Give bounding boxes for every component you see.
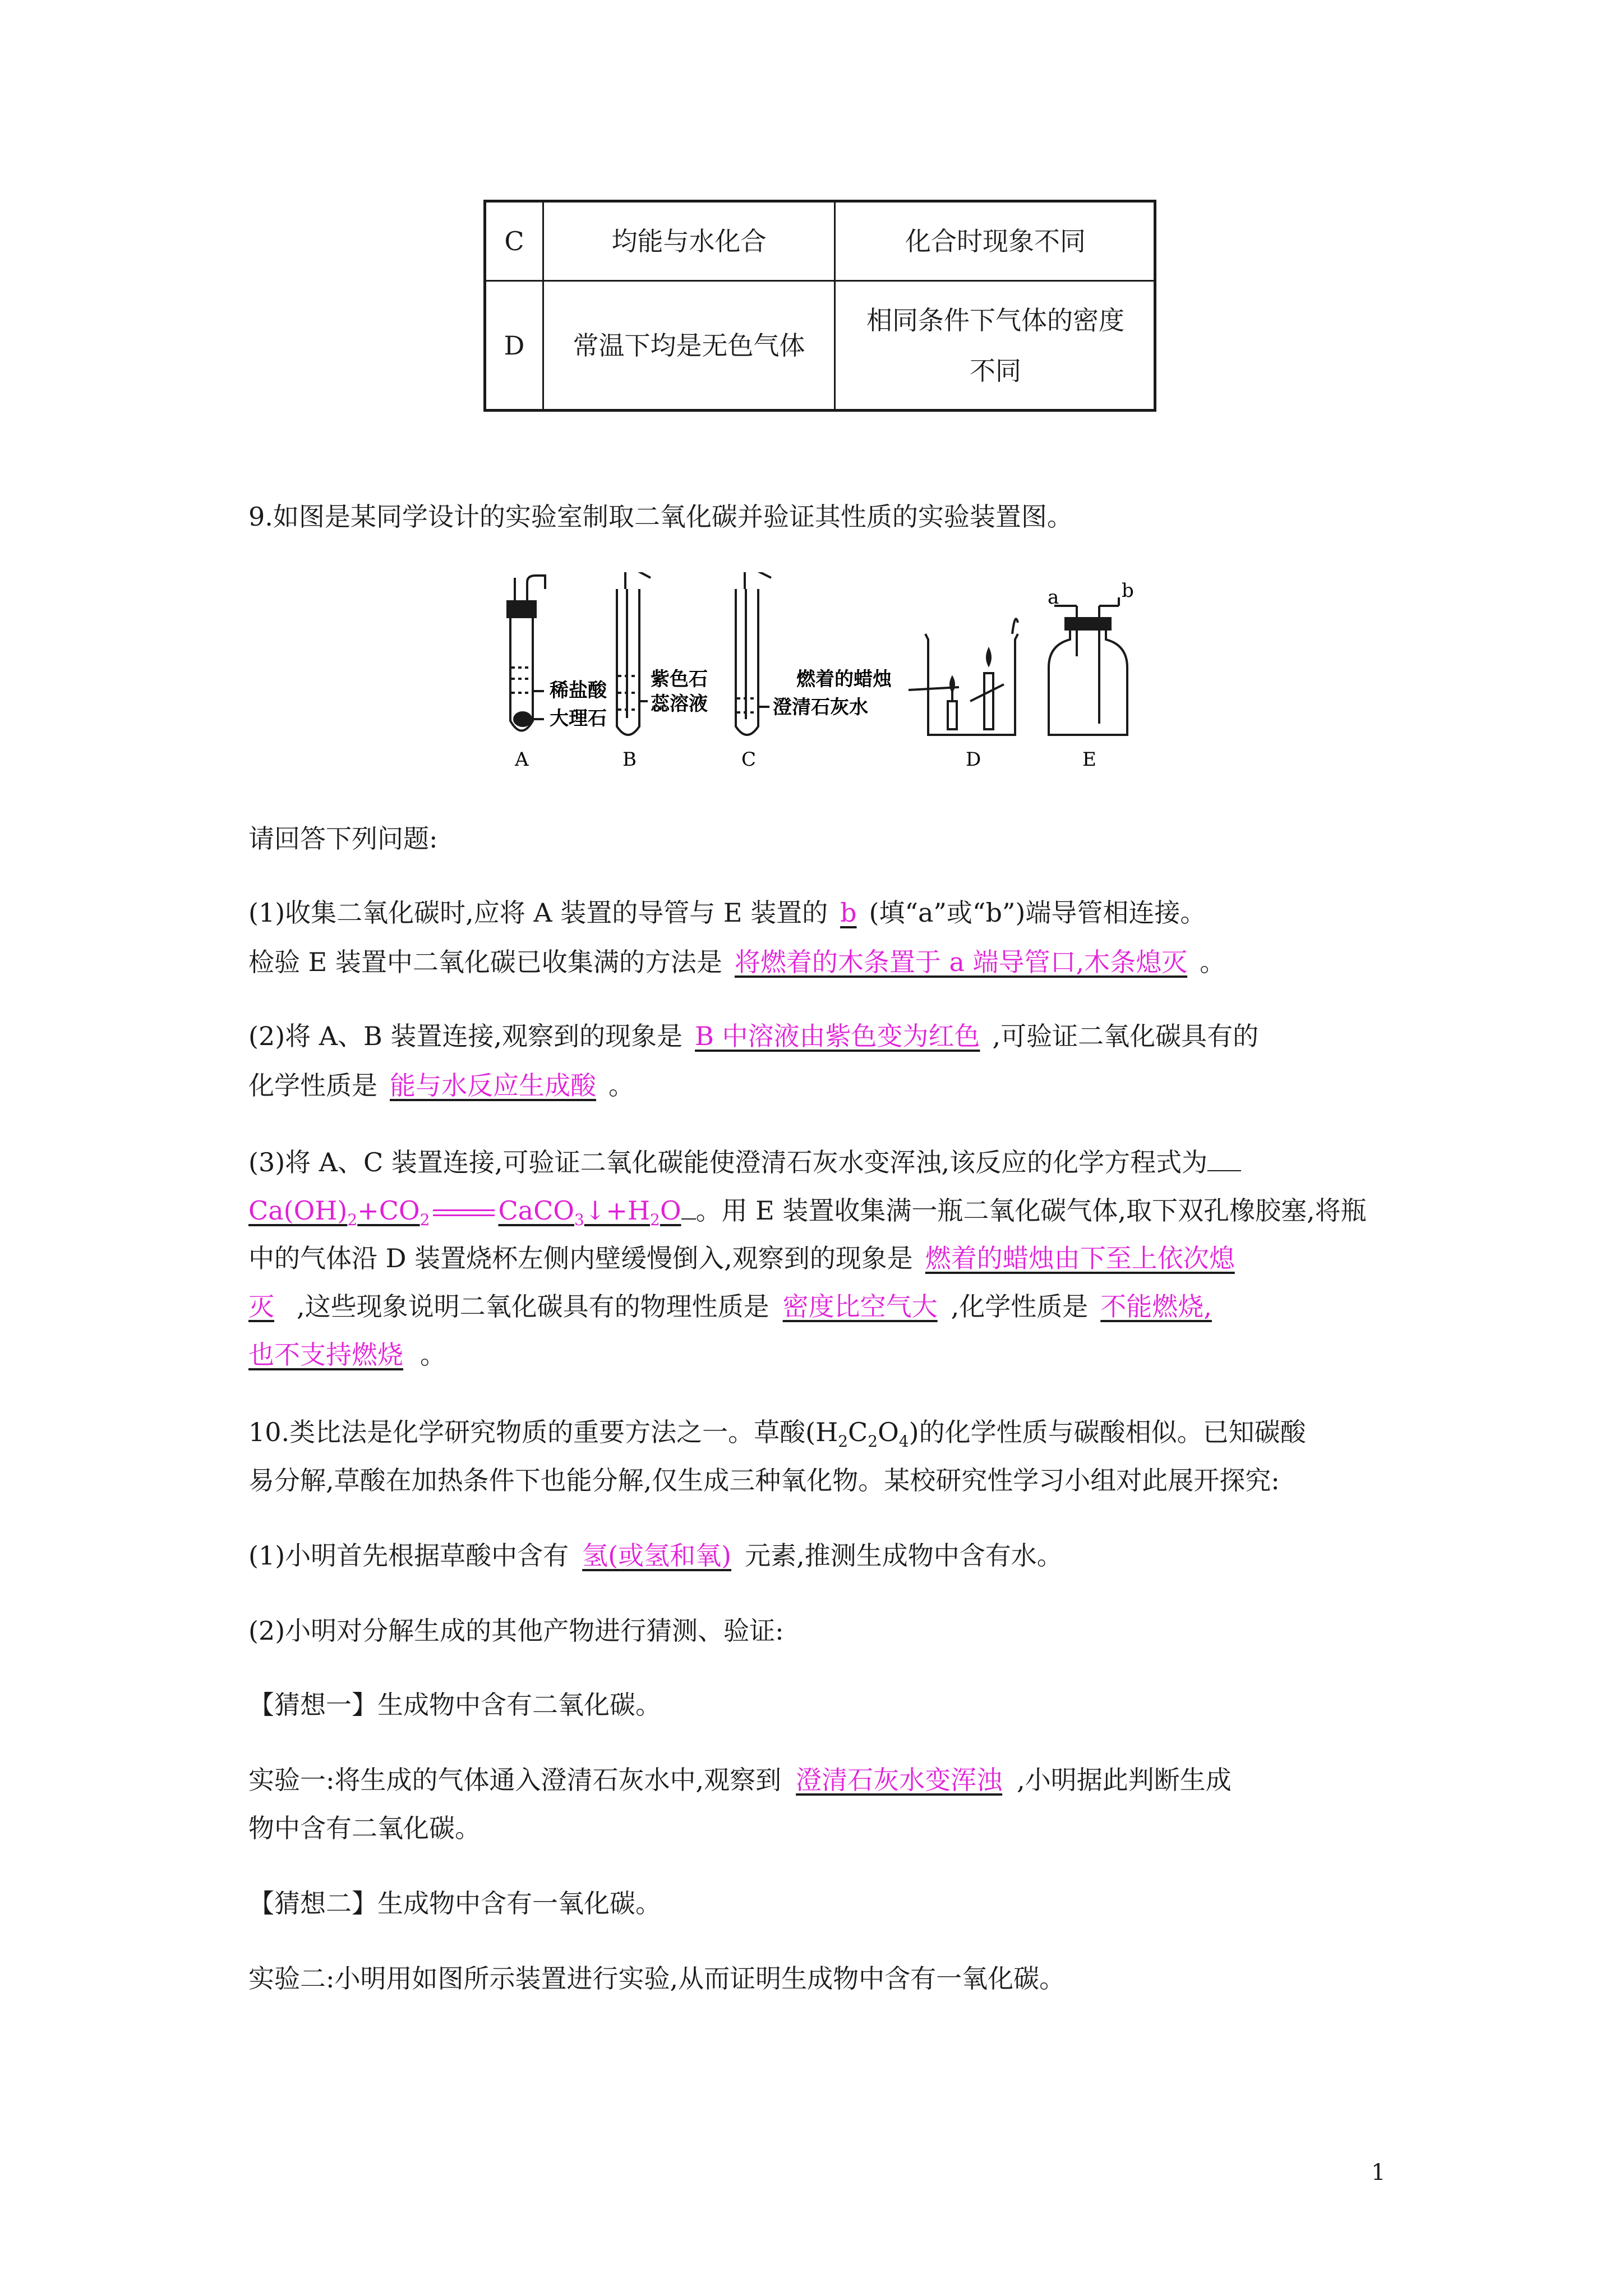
q10-exp1-line2: 物中含有二氧化碳。 xyxy=(248,1813,481,1843)
q9-part2-line2: 化学性质是 能与水反应生成酸 。 xyxy=(248,1070,634,1101)
answer-blank: 能与水反应生成酸 xyxy=(390,1070,596,1101)
q9-prompt: 请回答下列问题: xyxy=(248,823,438,854)
q10-line2: 易分解,草酸在加热条件下也能分解,仅生成三种氧化物。某校研究性学习小组对此展开探究: xyxy=(248,1465,1280,1496)
answer-blank: b xyxy=(840,898,857,928)
q10-exp1-line1: 实验一:将生成的气体通入澄清石灰水中,观察到 澄清石灰水变浑浊 ,小明据此判断生成 xyxy=(248,1765,1232,1795)
table-cell: 常温下均是无色气体 xyxy=(573,330,805,361)
answer-blank: 燃着的蜡烛由下至上依次熄 xyxy=(925,1243,1235,1273)
chemical-equation: $Ca(OH)_2+CO_2$ $CaCO_3↓+H_2O$ xyxy=(248,1195,681,1230)
answer-blank: 不能燃烧, xyxy=(1100,1291,1212,1322)
answer-blank: 灭 xyxy=(248,1291,274,1322)
q10-guess2: 【猜想二】生成物中含有一氧化碳。 xyxy=(248,1888,661,1918)
label-b: B xyxy=(623,748,637,771)
table-cell: 均能与水化合 xyxy=(611,226,767,256)
comparison-table xyxy=(483,200,1156,412)
answer-blank: 氢(或氢和氧) xyxy=(582,1540,732,1571)
answer-blank: 澄清石灰水变浑浊 xyxy=(796,1765,1003,1795)
label-limewater: 澄清石灰水 xyxy=(773,696,868,719)
label-e-a: a xyxy=(1048,586,1059,609)
label-litmus-1: 紫色石 xyxy=(651,668,708,691)
label-c: C xyxy=(741,748,757,771)
q9-title: 9.如图是某同学设计的实验室制取二氧化碳并验证其性质的实验装置图。 xyxy=(248,501,1073,532)
label-litmus-2: 蕊溶液 xyxy=(651,693,708,715)
bottle-e xyxy=(1049,597,1127,735)
tube-a xyxy=(508,576,545,731)
table-cell: D xyxy=(504,330,525,361)
q9-part3-line1: (3)将 A、C 装置连接,可验证二氧化碳能使澄清石灰水变浑浊,该反应的化学方程式为 xyxy=(248,1144,1241,1180)
tube-b xyxy=(617,572,651,735)
answer-blank: 密度比空气大 xyxy=(782,1291,938,1322)
label-marble: 大理石 xyxy=(550,707,607,730)
label-a: A xyxy=(515,748,529,771)
label-e-b: b xyxy=(1122,579,1134,602)
table-cell: C xyxy=(504,226,524,256)
table-cell: 相同条件下气体的密度 不同 xyxy=(866,305,1124,386)
q9-part3-line2: $Ca(OH)_2+CO_2$ $CaCO_3↓+H_2O$ 。用 E 装置收集满一瓶二氧化碳气体,取下双孔橡胶塞,将瓶 xyxy=(248,1193,1367,1237)
q10-part1: (1)小明首先根据草酸中含有 氢(或氢和氧) 元素,推测生成物中含有水。 xyxy=(248,1540,1063,1571)
apparatus-figure xyxy=(482,572,1155,774)
q9-part1-line2: 检验 E 装置中二氧化碳已收集满的方法是 将燃着的木条置于 a 端导管口,木条熄灭 。 xyxy=(248,947,1226,977)
beaker-d xyxy=(909,619,1018,735)
q10-exp2: 实验二:小明用如图所示装置进行实验,从而证明生成物中含有一氧化碳。 xyxy=(248,1963,1066,1994)
q10-guess1: 【猜想一】生成物中含有二氧化碳。 xyxy=(248,1690,661,1720)
label-acid: 稀盐酸 xyxy=(550,679,607,702)
table-cell: 化合时现象不同 xyxy=(905,226,1086,256)
q9-part3-line5: 也不支持燃烧 。 xyxy=(248,1340,446,1370)
label-e: E xyxy=(1082,748,1096,771)
q9-part2-line1: (2)将 A、B 装置连接,观察到的现象是 B 中溶液由紫色变为红色 ,可验证二氧化碳具有的 xyxy=(248,1021,1259,1051)
q9-part3-line3: 中的气体沿 D 装置烧杯左侧内壁缓慢倒入,观察到的现象是 燃着的蜡烛由下至上依次熄 xyxy=(248,1243,1235,1273)
q10-part2: (2)小明对分解生成的其他产物进行猜测、验证: xyxy=(248,1616,784,1646)
answer-blank: 也不支持燃烧 xyxy=(248,1340,403,1370)
page-number: 1 xyxy=(1371,2160,1386,2185)
label-candle: 燃着的蜡烛 xyxy=(796,668,892,691)
answer-blank: 将燃着的木条置于 a 端导管口,木条熄灭 xyxy=(734,947,1188,977)
q9-part3-line4: 灭 ,这些现象说明二氧化碳具有的物理性质是 密度比空气大 ,化学性质是 不能燃烧, xyxy=(248,1291,1212,1322)
q10-line1: 10.类比法是化学研究物质的重要方法之一。草酸$(H_2C_2O_4)$的化学性质与碳酸相似。已知碳酸 xyxy=(248,1417,1306,1451)
label-d: D xyxy=(966,748,981,771)
q9-part1-line1: (1)收集二氧化碳时,应将 A 装置的导管与 E 装置的 b (填“a”或“b”)端导管相连接。 xyxy=(248,898,1206,928)
answer-blank: B 中溶液由紫色变为红色 xyxy=(695,1021,980,1051)
tube-c xyxy=(736,572,771,735)
